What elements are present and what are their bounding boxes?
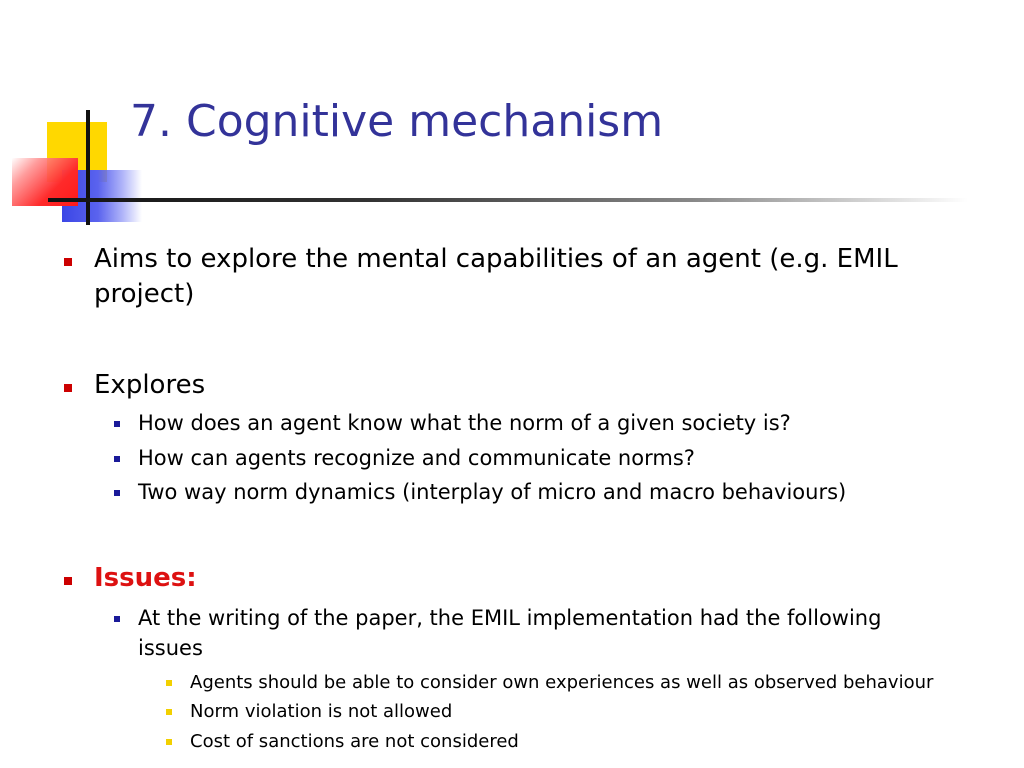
level1-bullet-icon	[64, 577, 72, 585]
level2-bullet-icon	[114, 421, 120, 427]
level1-bullet-icon	[64, 384, 72, 392]
sub-bullet-know-norm: How does an agent know what the norm of a given society is?	[138, 411, 791, 435]
sub-sub-bullet-sanction-cost: Cost of sanctions are not considered	[190, 731, 519, 752]
level3-bullet-icon	[166, 739, 172, 745]
slide-title: 7. Cognitive mechanism	[130, 96, 664, 147]
level3-bullet-icon	[166, 680, 172, 686]
sub-bullet-recognize-norms: How can agents recognize and communicate norms?	[138, 446, 695, 470]
sub-sub-bullet-norm-violation: Norm violation is not allowed	[190, 701, 453, 722]
sub-bullet-emil-issues: At the writing of the paper, the EMIL implementation had the following issues	[138, 606, 882, 660]
level1-bullet-icon	[64, 258, 72, 266]
level2-bullet-icon	[114, 490, 120, 496]
level3-bullet-icon	[166, 709, 172, 715]
bullet-aims: Aims to explore the mental capabilities of an agent (e.g. EMIL project)	[94, 244, 898, 309]
level2-bullet-icon	[114, 616, 120, 622]
bullet-explores: Explores	[94, 370, 206, 400]
sub-sub-bullet-experiences: Agents should be able to consider own experiences as well as observed behaviour	[190, 672, 934, 693]
bullet-issues: Issues:	[94, 563, 197, 593]
level2-bullet-icon	[114, 456, 120, 462]
sub-bullet-norm-dynamics: Two way norm dynamics (interplay of micro and macro behaviours)	[138, 480, 847, 504]
